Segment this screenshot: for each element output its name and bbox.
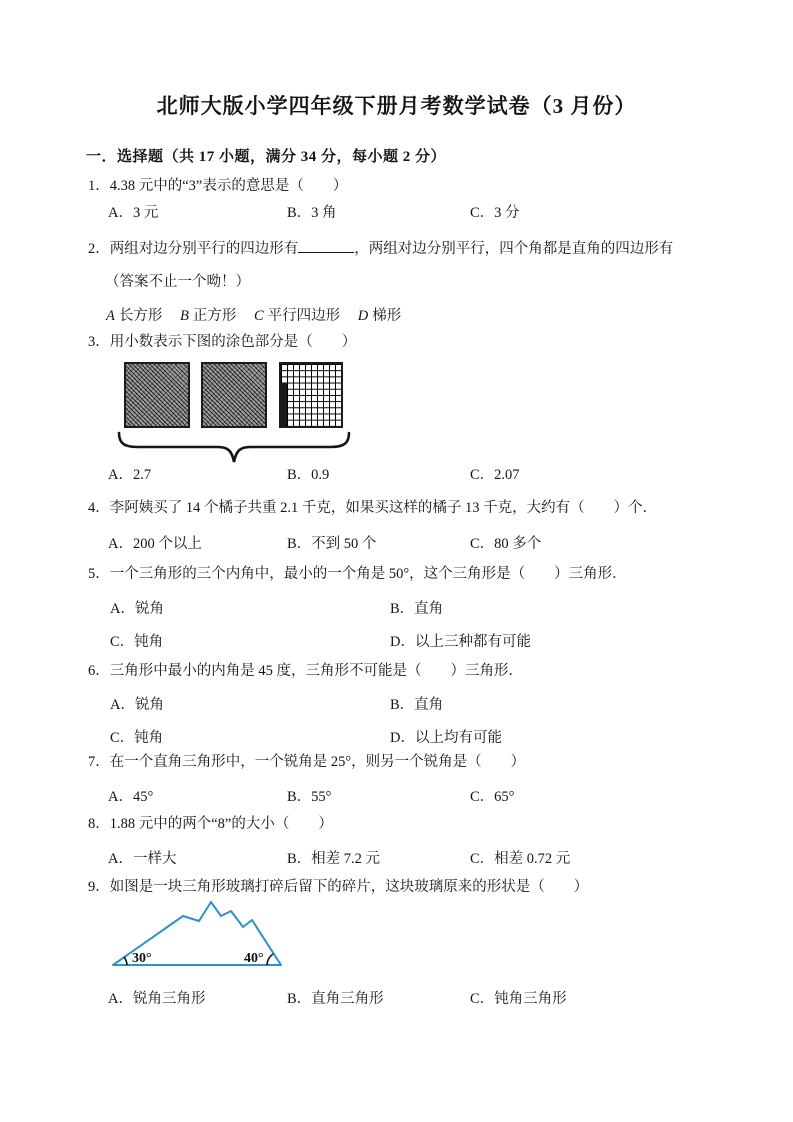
question-1-text: 1．4.38 元中的“3”表示的意思是（ ） xyxy=(88,178,348,194)
q3-option-b: B．0.9 xyxy=(287,467,330,483)
q9-option-b: B．直角三角形 xyxy=(287,991,384,1007)
q7-option-c: C．65° xyxy=(470,789,515,805)
question-6-options-row1 xyxy=(85,693,765,715)
q5-option-a: A．锐角 xyxy=(110,601,164,617)
q3-option-c: C．2.07 xyxy=(470,467,520,483)
question-8-options xyxy=(85,847,765,869)
question-4-text: 4．李阿姨买了 14 个橘子共重 2.1 千克，如果买这样的橘子 13 千克，大约有（ ）个． xyxy=(88,500,658,516)
question-4-options xyxy=(85,532,765,554)
question-3-text: 3．用小数表示下图的涂色部分是（ ） xyxy=(88,334,357,350)
question-5-text: 5．一个三角形的三个内角中，最小的一个角是 50°，这个三角形是（ ）三角形． xyxy=(88,566,627,582)
q3-option-a: A．2.7 xyxy=(108,467,152,483)
question-9-options xyxy=(85,987,765,1009)
question-5-options-row2 xyxy=(85,630,765,652)
shaded-square-1 xyxy=(124,362,190,428)
question-2-text xyxy=(88,238,673,259)
q7-option-b: B．55° xyxy=(287,789,332,805)
q2-text-after-blank: ，两组对边分别平行，四个角都是直角的四边形有 xyxy=(354,241,674,257)
question-5-options-row1 xyxy=(85,597,765,619)
page-title: 北师大版小学四年级下册月考数学试卷（3 月份） xyxy=(156,94,637,118)
q8-option-a: A．一样大 xyxy=(108,851,177,867)
question-1-options xyxy=(85,201,765,223)
angle-arc-right xyxy=(267,954,273,965)
section-heading: 一．选择题（共 17 小题，满分 34 分，每小题 2 分） xyxy=(86,149,447,165)
question-3-options xyxy=(85,463,765,485)
q4-option-b: B．不到 50 个 xyxy=(287,536,377,552)
question-2-choices xyxy=(106,306,415,326)
angle-arc-left xyxy=(124,957,127,965)
q5-option-c: C．钝角 xyxy=(110,634,164,650)
hundred-grid-square xyxy=(279,362,343,428)
q9-option-c: C．钝角三角形 xyxy=(470,991,567,1007)
q1-option-a: A．3 元 xyxy=(108,205,159,221)
q6-option-a: A．锐角 xyxy=(110,697,164,713)
question-2-note: （答案不止一个呦！） xyxy=(105,274,250,290)
q2-choice-d: D 梯形 xyxy=(357,308,402,324)
q5-option-d: D．以上三种都有可能 xyxy=(390,634,531,650)
q8-option-b: B．相差 7.2 元 xyxy=(287,851,381,867)
question-6-options-row2 xyxy=(85,726,765,748)
question-6-text: 6．三角形中最小的内角是 45 度，三角形不可能是（ ）三角形． xyxy=(88,663,523,679)
q1-option-c: C．3 分 xyxy=(470,205,520,221)
q4-option-c: C．80 多个 xyxy=(470,536,542,552)
question-9-text: 9．如图是一块三角形玻璃打碎后留下的碎片，这块玻璃原来的形状是（ ） xyxy=(88,879,589,895)
q6-option-b: B．直角 xyxy=(390,697,444,713)
figure-decimal-squares xyxy=(85,360,375,472)
q2-text-before-blank: 2．两组对边分别平行的四边形有 xyxy=(88,241,299,257)
grid-shaded-column xyxy=(281,383,287,426)
shaded-square-2 xyxy=(201,362,267,428)
q2-choice-a: A 长方形 xyxy=(106,308,163,324)
q6-option-c: C．钝角 xyxy=(110,730,164,746)
q2-choice-b: B 正方形 xyxy=(179,308,237,324)
q4-option-a: A．200 个以上 xyxy=(108,536,202,552)
angle-label-right: 40° xyxy=(244,951,264,966)
q6-option-d: D．以上均有可能 xyxy=(390,730,502,746)
q5-option-b: B．直角 xyxy=(390,601,444,617)
fill-in-blank-line xyxy=(298,238,354,253)
q7-option-a: A．45° xyxy=(108,789,154,805)
figure-broken-glass-triangle xyxy=(103,888,295,972)
q2-choice-c: C 平行四边形 xyxy=(253,308,341,324)
q8-option-c: C．相差 0.72 元 xyxy=(470,851,571,867)
question-7-options xyxy=(85,785,765,807)
question-8-text: 8．1.88 元中的两个“8”的大小（ ） xyxy=(88,816,333,832)
angle-label-left: 30° xyxy=(132,951,152,966)
q9-option-a: A．锐角三角形 xyxy=(108,991,206,1007)
question-7-text: 7．在一个直角三角形中，一个锐角是 25°，则另一个锐角是（ ） xyxy=(88,754,526,770)
q1-option-b: B．3 角 xyxy=(287,205,337,221)
